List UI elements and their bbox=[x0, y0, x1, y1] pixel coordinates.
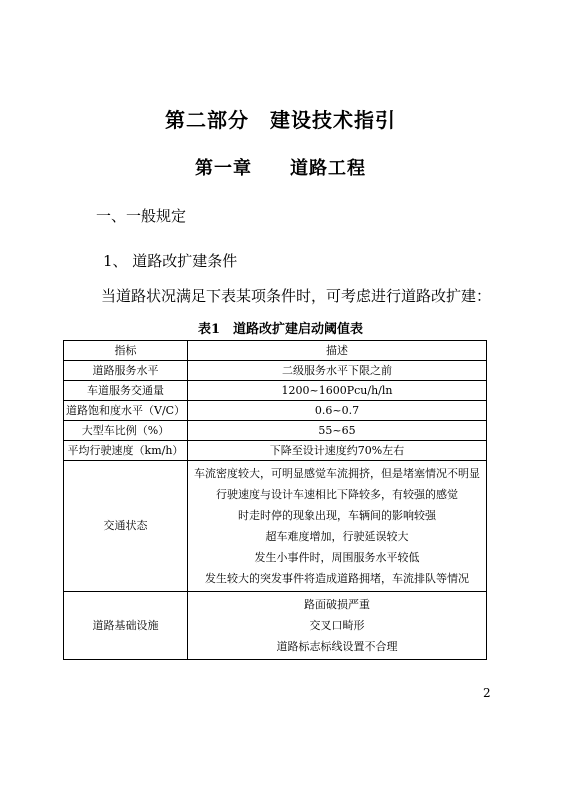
description-cell: 下降至设计速度约70%左右 bbox=[188, 441, 487, 461]
indicator-cell: 大型车比例（%） bbox=[64, 421, 188, 441]
table-row bbox=[64, 381, 487, 401]
description-line: 发生较大的突发事件将造成道路拥堵，车流排队等情况 bbox=[205, 572, 469, 585]
threshold-table bbox=[63, 340, 487, 660]
indicator-cell: 平均行驶速度（km/h） bbox=[64, 441, 188, 461]
table-row bbox=[64, 441, 487, 461]
page-number: 2 bbox=[483, 686, 491, 700]
table-row bbox=[64, 361, 487, 381]
description-line: 行驶速度与设计车速相比下降较多，有较强的感觉 bbox=[216, 488, 458, 501]
indicator-cell: 道路基础设施 bbox=[64, 592, 188, 660]
description-line: 路面破损严重 bbox=[304, 598, 370, 611]
table-header-row bbox=[64, 341, 487, 361]
column-header-description: 描述 bbox=[188, 341, 487, 361]
description-line: 交叉口畸形 bbox=[309, 619, 365, 632]
description-cell: 0.6~0.7 bbox=[188, 401, 487, 421]
part-title: 第二部分 建设技术指引 bbox=[165, 108, 396, 132]
indicator-cell: 道路服务水平 bbox=[64, 361, 188, 381]
description-line: 超车难度增加，行驶延误较大 bbox=[265, 530, 409, 543]
indicator-cell: 道路饱和度水平（V/C） bbox=[64, 401, 188, 421]
table-caption: 表1 道路改扩建启动阈值表 bbox=[197, 322, 364, 337]
description-cell: 55~65 bbox=[188, 421, 487, 441]
table-row bbox=[64, 592, 487, 660]
description-cell: 1200~1600Pcu/h/ln bbox=[188, 381, 487, 401]
column-header-indicator: 指标 bbox=[64, 341, 188, 361]
chapter-title: 第一章 道路工程 bbox=[195, 158, 366, 179]
section-heading: 一、一般规定 bbox=[96, 207, 187, 225]
description-cell bbox=[188, 461, 487, 592]
description-line: 车流密度较大，可明显感觉车流拥挤，但是堵塞情况不明显 bbox=[194, 467, 480, 480]
table-row bbox=[64, 421, 487, 441]
description-line: 时走时停的现象出现，车辆间的影响较强 bbox=[238, 509, 436, 522]
sub-heading: 1、 道路改扩建条件 bbox=[103, 252, 238, 270]
description-cell bbox=[188, 592, 487, 660]
indicator-cell: 交通状态 bbox=[64, 461, 188, 592]
intro-paragraph: 当道路状况满足下表某项条件时，可考虑进行道路改扩建： bbox=[101, 287, 492, 305]
description-cell: 二级服务水平下限之前 bbox=[188, 361, 487, 381]
description-line: 发生小事件时，周围服务水平较低 bbox=[254, 551, 420, 564]
description-line: 道路标志标线设置不合理 bbox=[276, 640, 398, 653]
indicator-cell: 车道服务交通量 bbox=[64, 381, 188, 401]
table-row bbox=[64, 461, 487, 592]
table-row bbox=[64, 401, 487, 421]
